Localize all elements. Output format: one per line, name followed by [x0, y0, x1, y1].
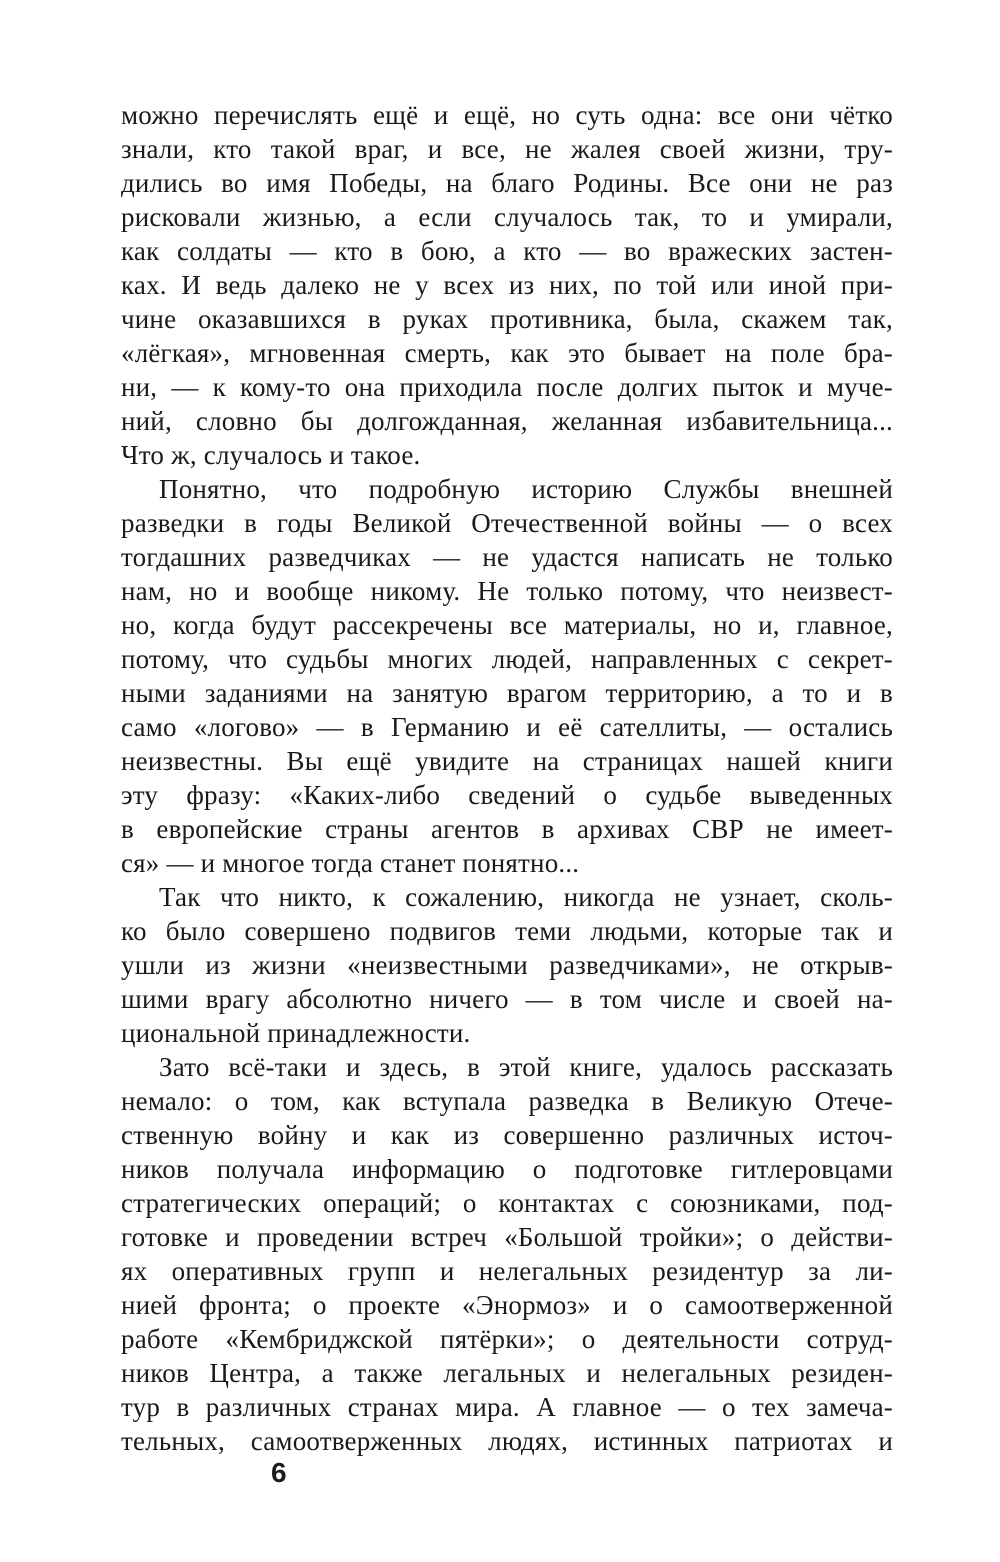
page-number: 6: [271, 1457, 287, 1488]
text-line: ными заданиями на занятую врагом территорию, а то и в: [121, 678, 893, 708]
paragraph-2: [121, 472, 893, 880]
text-line: ников получала информацию о подготовке гитлеровцами: [121, 1154, 893, 1184]
text-line: дились во имя Победы, на благо Родины. Все они не раз: [121, 168, 893, 198]
text-line: в европейские страны агентов в архивах СВР не имеет-: [121, 814, 893, 844]
text-line: шими врагу абсолютно ничего — в том числе и своей на-: [121, 984, 893, 1014]
text-line: Так что никто, к сожалению, никогда не узнает, сколь-: [159, 882, 893, 912]
text-line: нам, но и вообще никому. Не только потому, что неизвест-: [121, 576, 893, 606]
text-line: немало: о том, как вступала разведка в Великую Отече-: [121, 1086, 893, 1116]
text-line: чине оказавшихся в руках противника, была, скажем так,: [121, 304, 893, 334]
text-line: ников Центра, а также легальных и нелегальных резиден-: [121, 1358, 893, 1388]
text-line: ни, — к кому-то она приходила после долгих пыток и муче-: [121, 372, 893, 402]
text-line: ственную войну и как из совершенно различных источ-: [121, 1120, 893, 1150]
text-line: Что ж, случалось и такое.: [121, 440, 421, 470]
text-line: как солдаты — кто в бою, а кто — во вражеских застен-: [121, 236, 893, 266]
text-line: ях оперативных групп и нелегальных резидентур за ли-: [121, 1256, 893, 1286]
text-line: эту фразу: «Каких-либо сведений о судьбе выведенных: [121, 780, 893, 810]
text-line: но, когда будут рассекречены все материалы, но и, главное,: [121, 610, 893, 640]
text-line: можно перечислять ещё и ещё, но суть одна: все они чётко: [121, 100, 893, 130]
text-line: ко было совершено подвигов теми людьми, которые так и: [121, 916, 893, 946]
text-line: Зато всё-таки и здесь, в этой книге, удалось рассказать: [159, 1052, 893, 1082]
text-line: нией фронта; о проекте «Энормоз» и о самоотверженной: [121, 1290, 893, 1320]
text-line: работе «Кембриджской пятёрки»; о деятельности сотруд-: [121, 1324, 893, 1354]
paragraph-3: [121, 880, 893, 1050]
text-line: готовке и проведении встреч «Большой тройки»; о действи-: [121, 1222, 893, 1252]
text-line: тур в различных странах мира. А главное — о тех замеча-: [121, 1392, 893, 1422]
text-line: тогдашних разведчиках — не удастся написать не только: [121, 542, 893, 572]
text-line: знали, кто такой враг, и все, не жалея своей жизни, тру-: [121, 134, 893, 164]
text-line: само «логово» — в Германию и её сателлиты, — остались: [121, 712, 893, 742]
text-line: ушли из жизни «неизвестными разведчиками», не открыв-: [121, 950, 893, 980]
text-line: тельных, самоотверженных людях, истинных патриотах и: [121, 1426, 893, 1456]
text-line: стратегических операций; о контактах с союзниками, под-: [121, 1188, 893, 1218]
text-line: ках. И ведь далеко не у всех из них, по той или иной при-: [121, 270, 893, 300]
paragraph-1: [121, 98, 893, 472]
text-line: «лёгкая», мгновенная смерть, как это бывает на поле бра-: [121, 338, 893, 368]
body-text: [121, 98, 893, 1458]
text-line: ний, словно бы долгожданная, желанная избавительница...: [121, 406, 893, 436]
paragraph-4: [121, 1050, 893, 1458]
text-line: потому, что судьбы многих людей, направленных с секрет-: [121, 644, 893, 674]
text-line: циональной принадлежности.: [121, 1018, 471, 1048]
text-line: рисковали жизнью, а если случалось так, то и умирали,: [121, 202, 893, 232]
text-line: ся» — и многое тогда станет понятно...: [121, 848, 580, 878]
text-line: Понятно, что подробную историю Службы внешней: [159, 474, 893, 504]
text-line: разведки в годы Великой Отечественной войны — о всех: [121, 508, 893, 538]
text-line: неизвестны. Вы ещё увидите на страницах нашей книги: [121, 746, 893, 776]
